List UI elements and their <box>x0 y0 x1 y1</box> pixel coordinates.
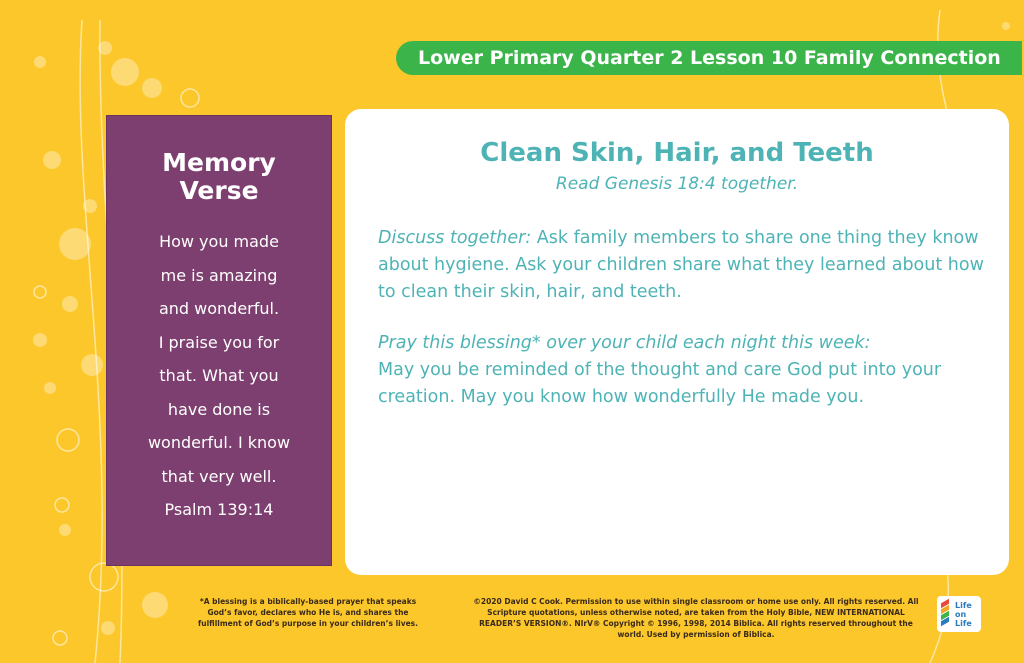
lesson-title: Clean Skin, Hair, and Teeth <box>480 138 874 168</box>
logo-wordmark: Life on Life <box>955 600 972 628</box>
pray-lead: Pray this blessing* over your child each night this week: <box>378 333 871 353</box>
discuss-paragraph <box>378 225 988 306</box>
memory-verse-line: How you made <box>159 232 279 251</box>
memory-verse-reference: Psalm 139:14 <box>164 500 274 519</box>
life-on-life-logo <box>937 596 981 632</box>
memory-verse-line: I praise you for <box>158 332 280 352</box>
pray-text: May you be reminded of the thought and care God put into your creation. May you know how wonderfully He made you. <box>378 360 942 407</box>
memory-verse-text <box>107 225 331 527</box>
memory-verse-line: wonderful. I know <box>147 433 291 452</box>
discuss-text: Ask family members to share one thing they know about hygiene. Ask your children share what they learned about how to clean their skin, hair, and teeth. <box>378 228 984 302</box>
memory-verse-line: that very well. <box>161 466 277 486</box>
lesson-header-banner <box>396 41 1022 75</box>
memory-verse-title <box>107 149 331 205</box>
blessing-footnote: *A blessing is a biblically-based prayer that speaks God’s favor, declares who He is, and shares the fulfillment of God’s purpose in your children’s lives. <box>197 597 419 628</box>
copyright-notice: ©2020 David C Cook. Permission to use within single classroom or home use only. All rights reserved. All Scripture quotations, unless otherwise noted, are taken from the Holy Bible, NEW INTERNATIONAL READER’S VERSION®. NIrV® Copyright © 1996, 1998, 2014 Biblica. All rights reserved throughout the world. Used by permission of Biblica. <box>473 597 919 639</box>
family-connection-card <box>345 109 1009 575</box>
memory-verse-line: have done is <box>167 399 271 419</box>
memory-verse-line: and wonderful. <box>158 299 280 318</box>
lesson-subtitle: Read Genesis 18:4 together. <box>555 174 799 194</box>
memory-verse-title-line2: Verse <box>179 176 259 205</box>
memory-verse-card <box>106 115 332 566</box>
pray-paragraph <box>378 330 988 411</box>
discuss-lead: Discuss together: <box>378 228 532 248</box>
memory-verse-line: that. What you <box>159 366 279 385</box>
logo-stripes-icon <box>941 601 951 627</box>
lesson-header-title: Lower Primary Quarter 2 Lesson 10 Family Connection <box>418 47 1001 69</box>
memory-verse-line: me is amazing <box>160 265 278 285</box>
memory-verse-title-line1: Memory <box>162 148 276 177</box>
